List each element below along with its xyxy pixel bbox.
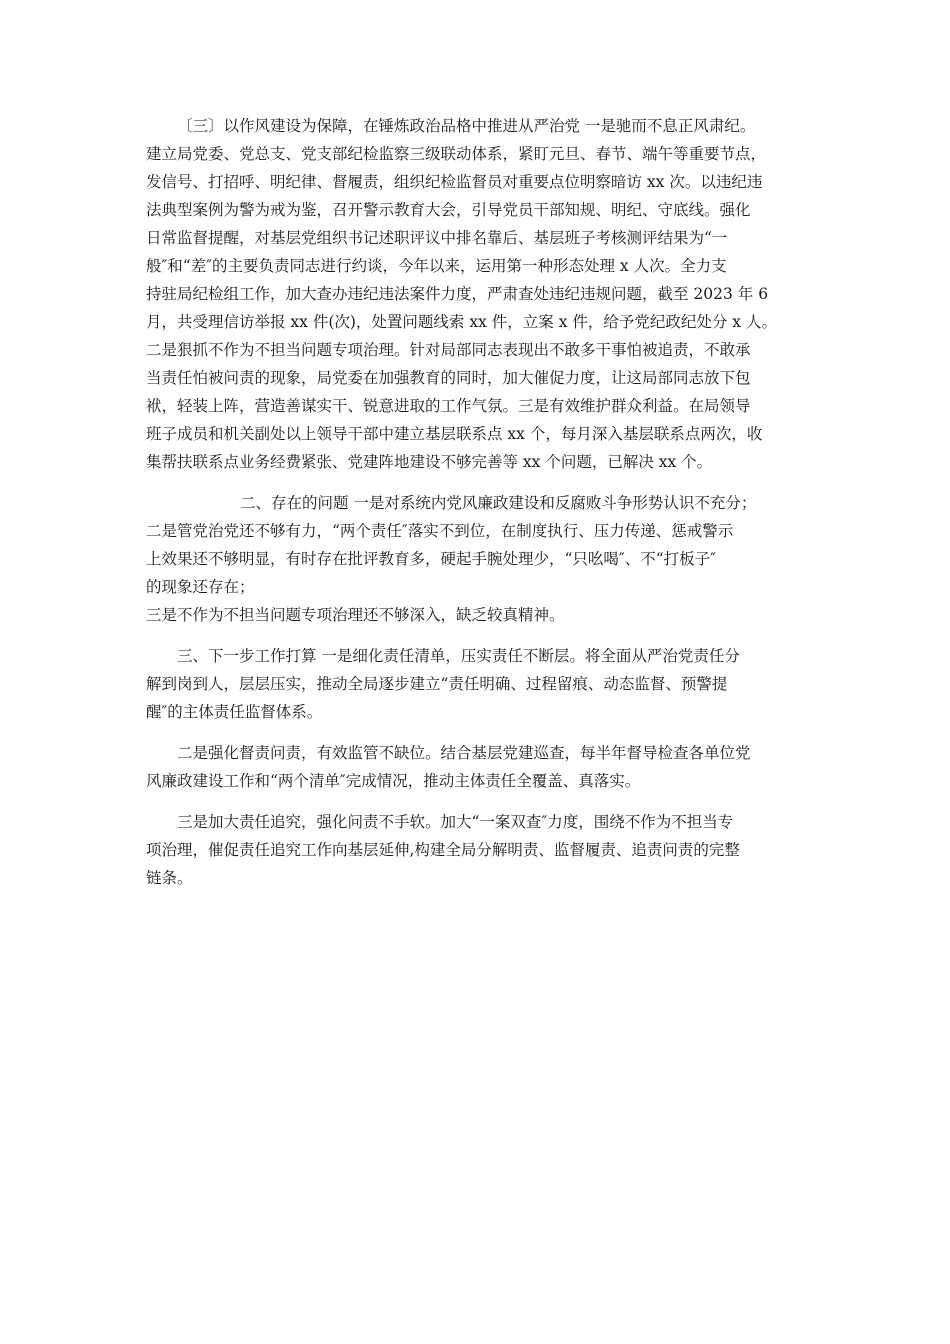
text-line: 解到岗到人，层层压实，推动全局逐步建立“责任明确、过程留痕、动态监督、预警提 [146,675,728,693]
text-line: 二是强化督责问责，有效监管不缺位。结合基层党建巡查，每半年督导检查各单位党 [177,744,751,762]
text-line: 二是狠抓不作为不担当问题专项治理。针对局部同志表现出不敢多干事怕被追责，不敢承 [146,341,751,359]
text-line: 上效果还不够明显，有时存在批评教育多，硬起手腕处理少，“只吆喝″、不“打板子″ [146,550,716,568]
text-line: 日常监督提醒，对基层党组织书记述职评议中排名靠后、基层班子考核测评结果为“一 [146,229,728,247]
text-line: 持驻局纪检组工作，加大查办违纪违法案件力度，严肃查处违纪违规问题，截至 2023 年 6 [146,285,769,303]
next-steps-paragraph-3 [146,808,814,892]
text-line: 建立局党委、党总支、党支部纪检监察三级联动体系，紧盯元旦、春节、端午等重要节点， [146,145,767,163]
text-line: 发信号、打招呼、明纪律、督履责，组织纪检监督员对重要点位明察暗访 xx 次。以违纪违 [146,173,763,191]
next-steps-paragraph-2 [146,739,814,795]
text-line: 当责任怕被问责的现象，局党委在加强教育的同时，加大催促力度，让这局部同志放下包 [146,369,751,387]
text-line: 二是管党治党还不够有力，“两个责任″落实不到位，在制度执行、压力传递、惩戒警示 [146,522,734,540]
next-steps-paragraph-1 [146,642,814,726]
problems-paragraph [146,489,814,629]
text-line: 集帮扶联系点业务经费紧张、党建阵地建设不够完善等 xx 个问题，已解决 xx 个。 [146,453,713,471]
text-line: 三是加大责任追究，强化问责不手软。加大“一案双查″力度，围绕不作为不担当专 [177,813,734,831]
text-line: 〔三〕以作风建设为保障，在锤炼政治品格中推进从严治党 一是驰而不息正风肃纪。 [177,117,756,135]
next-steps-heading-line: 三、下一步工作打算 一是细化责任清单，压实责任不断层。将全面从严治党责任分 [177,647,740,665]
text-line: 醒″的主体责任监督体系。 [146,703,323,721]
document-body [146,112,814,905]
text-line: 三是不作为不担当问题专项治理还不够深入，缺乏较真精神。 [146,606,565,624]
text-line: 袱，轻装上阵，营造善谋实干、锐意进取的工作气氛。三是有效维护群众利益。在局领导 [146,397,751,415]
text-line: 风廉政建设工作和“两个清单″完成情况，推动主体责任全覆盖、真落实。 [146,772,641,790]
section-3-paragraph [146,112,814,476]
text-line: 般″和“差″的主要负责同志进行约谈，今年以来，运用第一种形态处理 x 人次。全力支 [146,257,727,275]
problems-heading-line: 二、存在的问题 一是对系统内党风廉政建设和反腐败斗争形势认识不充分； [240,494,757,512]
text-line: 的现象还存在； [146,578,255,596]
text-line: 月，共受理信访举报 xx 件(次)，处置问题线索 xx 件，立案 x 件，给予党纪政纪处分 x 人。 [146,313,777,331]
text-line: 链条。 [146,869,193,887]
text-line: 法典型案例为警为戒为鉴，召开警示教育大会，引导党员干部知规、明纪、守底线。强化 [146,201,751,219]
text-line: 项治理，催促责任追究工作向基层延伸,构建全局分解明责、监督履责、追责问责的完整 [146,841,740,859]
text-line: 班子成员和机关副处以上领导干部中建立基层联系点 xx 个，每月深入基层联系点两次，收 [146,425,763,443]
